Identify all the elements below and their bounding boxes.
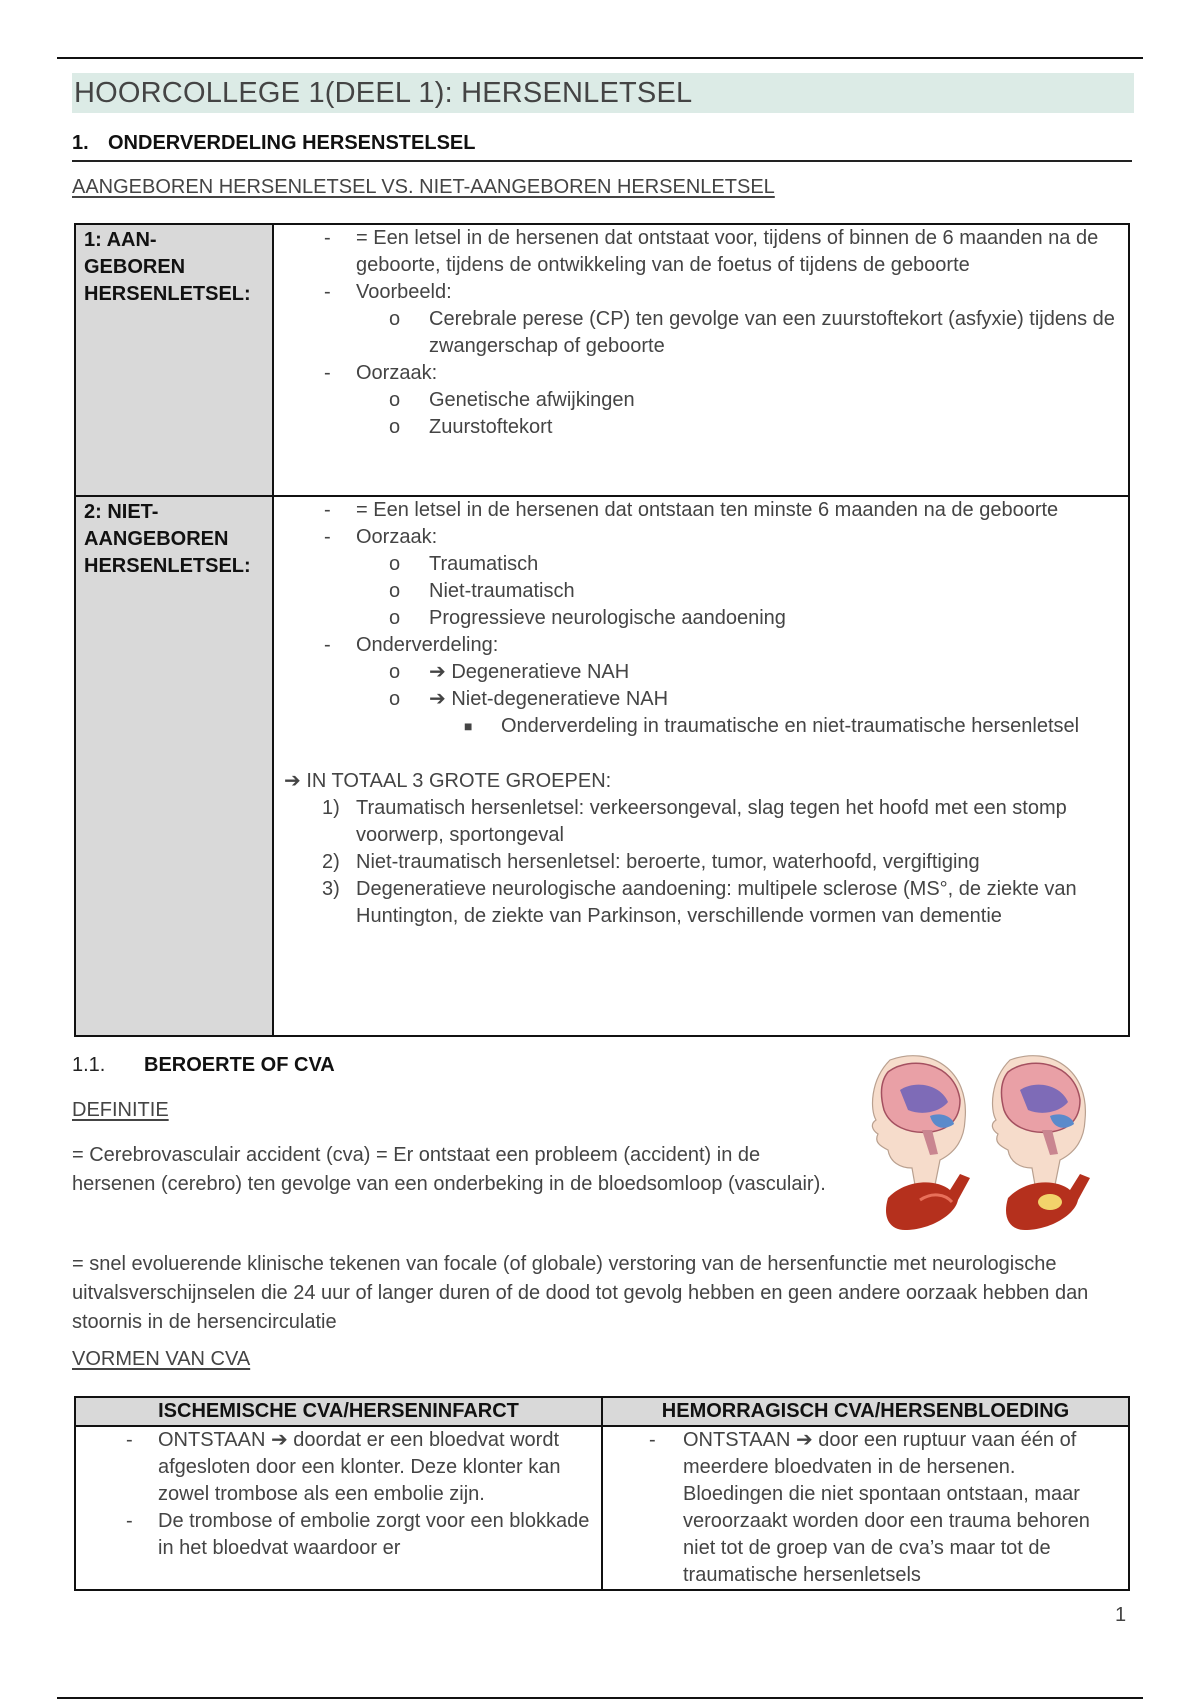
group-text: Traumatisch hersenletsel: verkeersongeval, slag tegen het hoofd met een stomp voorwerp, sportongeval — [356, 797, 1067, 846]
cause-text: Genetische afwijkingen — [429, 389, 635, 411]
definition-paragraph-1: = Cerebrovasculair accident (cva) = Er ontstaat een probleem (accident) in de hersenen (cerebro) ten gevolge van een onderbeking in de bloedsomloop (vasculair). — [72, 1144, 826, 1195]
cause-label: Oorzaak: — [356, 362, 438, 384]
cause-text: Traumatisch — [429, 553, 539, 575]
cause-text: Zuurstoftekort — [429, 416, 553, 438]
division-text: ➔ Niet-degeneratieve NAH — [429, 688, 669, 710]
definition-paragraph-2: = snel evoluerende klinische tekenen van focale (of globale) verstoring van de hersenfunctie met neurologische uitvalsverschijnselen die 24 uur of langer duren of de dood tot gevolg hebben en geen andere oorzaak hebben dan stoornis in de hersencirculatie — [72, 1253, 1089, 1333]
top-rule — [57, 57, 1143, 59]
subheading-aangeboren-vs-niet: AANGEBOREN HERSENLETSEL VS. NIET-AANGEBOREN HERSENLETSEL — [72, 176, 775, 198]
column-header-ischemisch: ISCHEMISCHE CVA/HERSENINFARCT — [75, 1397, 602, 1426]
cause-text: Niet-traumatisch — [429, 580, 575, 602]
list-item: - De trombose of embolie zorgt voor een blokkade in het bloedvat waardoor er — [126, 1510, 590, 1559]
section-title: ONDERVERDELING HERSENSTELSEL — [108, 132, 476, 154]
page-number: 1 — [1115, 1604, 1127, 1626]
list-item: - ONTSTAAN ➔ door een ruptuur vaan één of meerdere bloedvaten in de hersenen. Bloedingen die niet spontaan ontstaan, maar veroorzaakt worden door een trauma behoren niet tot de groep van de cva’s maar tot de traumatische hersenletsels — [649, 1429, 1090, 1586]
list-item — [274, 876, 1120, 930]
group-text: Niet-traumatisch hersenletsel: beroerte, tumor, waterhoofd, vergiftiging — [356, 851, 980, 873]
column-header-hemorragisch: HEMORRAGISCH CVA/HERSENBLOEDING — [602, 1397, 1129, 1426]
list-item: o ➔ Degeneratieve NAH — [389, 661, 630, 683]
list-item — [274, 849, 1120, 876]
cell-ischemisch — [75, 1426, 602, 1590]
cva-forms-table — [74, 1396, 1130, 1591]
brain-illustration — [860, 1050, 1120, 1230]
label-line: HERSENLETSEL: — [84, 283, 251, 305]
section-heading-1 — [72, 128, 1132, 162]
cause-label: Oorzaak: — [356, 526, 438, 548]
list-item: o Cerebrale perese (CP) ten gevolge van een zuurstoftekort (asfyxie) tijdens de zwangerschap of geboorte — [389, 308, 1115, 357]
brain-head-left — [872, 1056, 965, 1185]
group-text: Degeneratieve neurologische aandoening: multipele sclerose (MS°, de ziekte van Huntington, de ziekte van Parkinson, verschillende vormen van dementie — [356, 878, 1077, 927]
forms-heading: VORMEN VAN CVA — [72, 1348, 251, 1370]
division-text: ➔ Degeneratieve NAH — [429, 661, 630, 683]
list-item: - = Een letsel in de hersenen dat ontstaan ten minste 6 maanden na de geboorte — [324, 499, 1059, 521]
section-heading-1-1 — [72, 1054, 335, 1077]
list-item: - Oorzaak: — [324, 526, 438, 548]
item-text: ONTSTAAN ➔ door een ruptuur vaan één of meerdere bloedvaten in de hersenen. Bloedingen die niet spontaan ontstaan, maar veroorzaakt worden door een trauma behoren niet tot de groep van de cva’s maar tot de traumatische hersenletsels — [683, 1429, 1090, 1586]
row-content-niet-aangeboren — [273, 496, 1129, 1036]
label-line: 2: NIET- — [84, 501, 159, 523]
brain-head-right — [992, 1056, 1085, 1185]
bottom-rule — [57, 1697, 1143, 1699]
list-item: o Traumatisch — [389, 553, 539, 575]
example-label: Voorbeeld: — [356, 281, 452, 303]
list-item: o ➔ Niet-degeneratieve NAH — [389, 688, 669, 710]
example-text: Cerebrale perese (CP) ten gevolge van een zuurstoftekort (asfyxie) tijdens de zwangerschap of geboorte — [429, 308, 1115, 357]
list-item: ■ Onderverdeling in traumatische en niet-traumatische hersenletsel — [464, 715, 1080, 737]
table-row — [75, 1426, 1129, 1590]
list-item: - = Een letsel in de hersenen dat ontstaat voor, tijdens of binnen de 6 maanden na de geboorte, tijdens de ontwikkeling van de foetus of tijdens de geboorte — [324, 227, 1099, 276]
division-label: Onderverdeling: — [356, 634, 499, 656]
section-title: BEROERTE OF CVA — [144, 1054, 335, 1076]
section-number: 1.1. — [72, 1054, 106, 1076]
page-title: HOORCOLLEGE 1(DEEL 1): HERSENLETSEL — [72, 73, 1134, 113]
row-label-niet-aangeboren — [75, 496, 273, 1036]
item-text: De trombose of embolie zorgt voor een blokkade in het bloedvat waardoor er — [158, 1510, 590, 1559]
label-line: 1: AAN- — [84, 229, 157, 251]
table-row — [75, 496, 1129, 1036]
definition-heading: DEFINITIE — [72, 1099, 169, 1121]
table-header-row — [75, 1397, 1129, 1426]
table-row — [75, 224, 1129, 496]
total-groups-label: ➔ IN TOTAAL 3 GROTE GROEPEN: — [284, 770, 612, 792]
label-line: HERSENLETSEL: — [84, 555, 251, 577]
definition-text: = Een letsel in de hersenen dat ontstaan ten minste 6 maanden na de geboorte — [356, 499, 1059, 521]
list-item — [274, 795, 1120, 849]
list-item: - ONTSTAAN ➔ doordat er een bloedvat wordt afgesloten door een klonter. Deze klonter kan zowel trombose als een embolie zijn. — [126, 1429, 561, 1505]
definition-text: = Een letsel in de hersenen dat ontstaat voor, tijdens of binnen de 6 maanden na de geboorte, tijdens de ontwikkeling van de foetus of tijdens de geboorte — [356, 227, 1099, 276]
hersenletsel-table — [74, 223, 1130, 1037]
cell-hemorragisch — [602, 1426, 1129, 1590]
list-item: - Onderverdeling: — [324, 634, 499, 656]
item-number: 2) — [322, 851, 340, 873]
list-item: o Progressieve neurologische aandoening — [389, 607, 786, 629]
list-item: o Genetische afwijkingen — [389, 389, 635, 411]
item-number: 1) — [322, 797, 340, 819]
row-content-aangeboren — [273, 224, 1129, 496]
item-number: 3) — [322, 878, 340, 900]
list-item: o Niet-traumatisch — [389, 580, 575, 602]
label-line: GEBOREN — [84, 256, 186, 278]
row-label-aangeboren — [75, 224, 273, 496]
subdivision-text: Onderverdeling in traumatische en niet-traumatische hersenletsel — [501, 715, 1080, 737]
label-line: AANGEBOREN — [84, 528, 229, 550]
list-item: - Voorbeeld: — [324, 281, 452, 303]
section-number: 1. — [72, 132, 89, 154]
list-item: o Zuurstoftekort — [389, 416, 553, 438]
item-text: ONTSTAAN ➔ doordat er een bloedvat wordt afgesloten door een klonter. Deze klonter kan zowel trombose als een embolie zijn. — [158, 1429, 561, 1505]
list-item: - Oorzaak: — [324, 362, 438, 384]
cause-text: Progressieve neurologische aandoening — [429, 607, 786, 629]
